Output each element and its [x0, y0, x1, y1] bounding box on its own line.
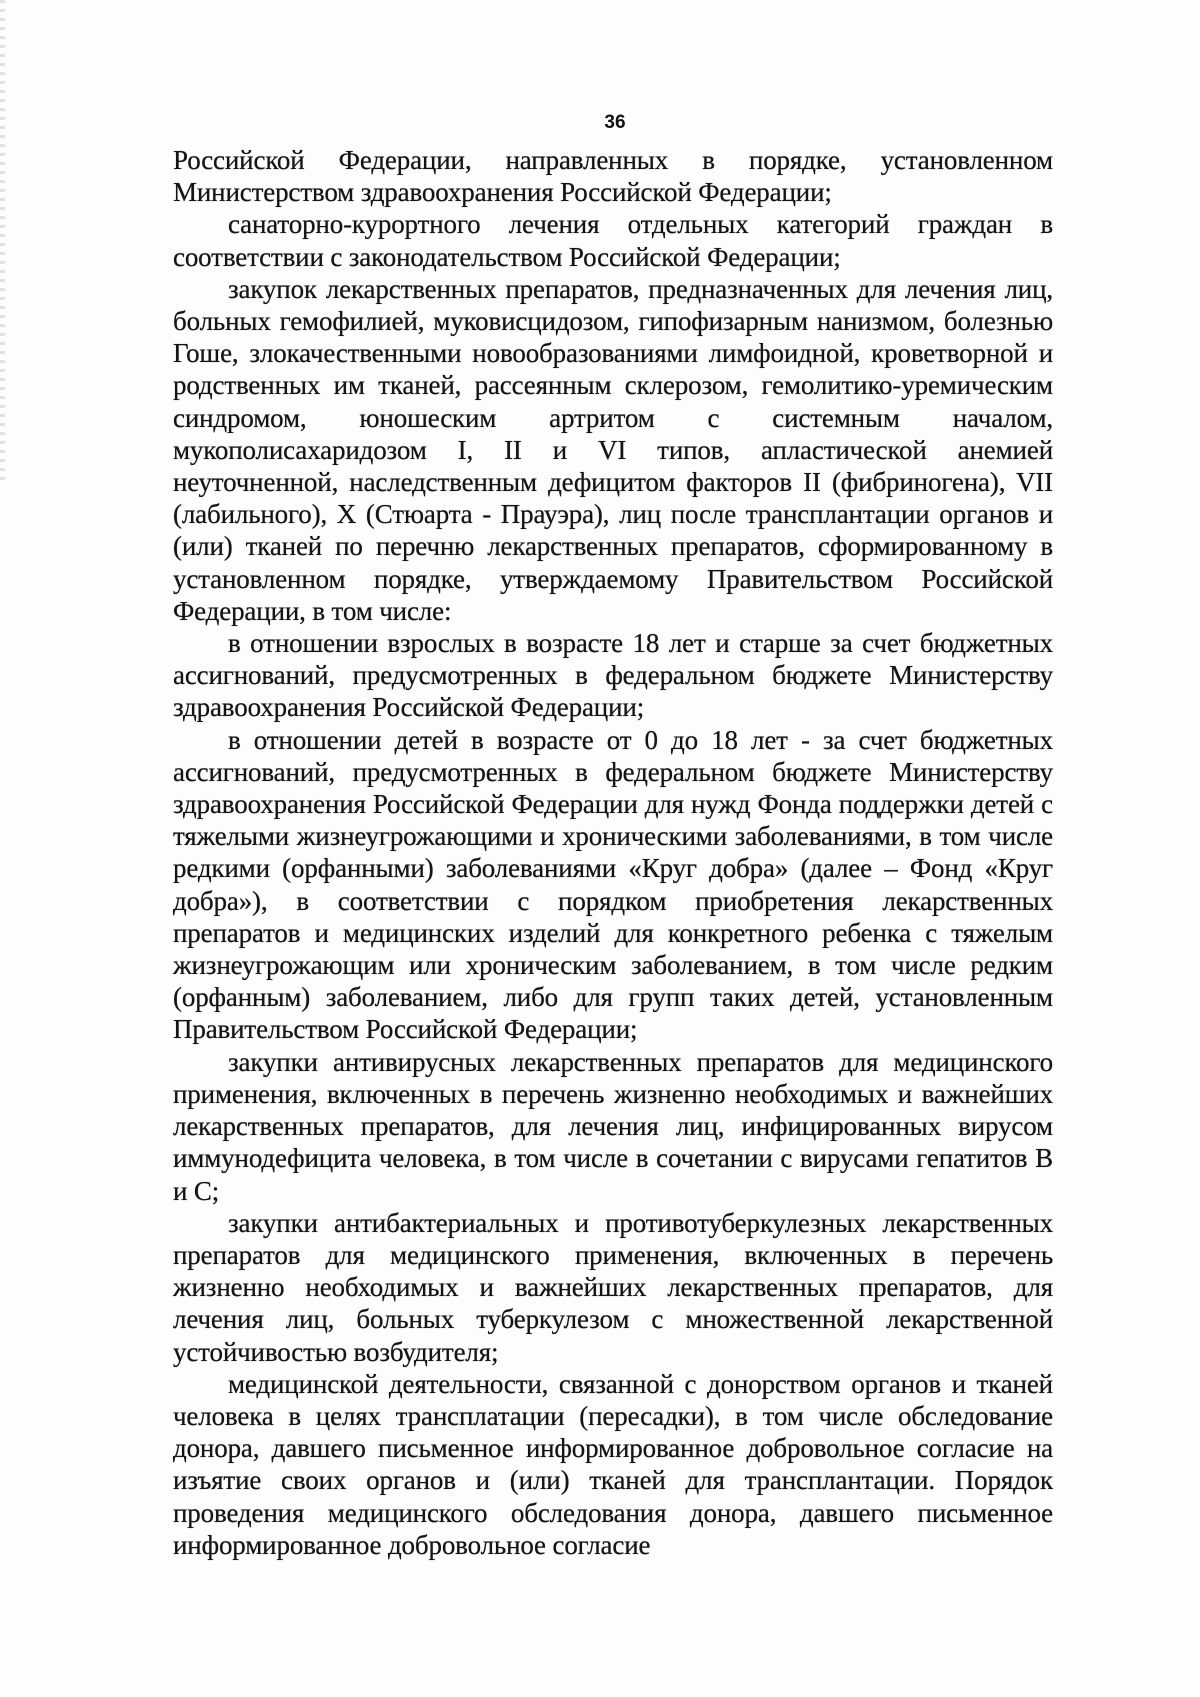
page-number: 36 — [604, 112, 626, 133]
paragraph: медицинской деятельности, связанной с донорством органов и тканей человека в целях трансплатации (пересадки), в том числе обследование донора, давшего письменное информированное добровольное согласие на изъятие своих органов и (или) тканей для трансплантации. Порядок проведения медицинского обследования донора, давшего письменное информированное добровольное согласие — [173, 1368, 1053, 1560]
paragraph: в отношении взрослых в возрасте 18 лет и старше за счет бюджетных ассигнований, предусмотренных в федеральном бюджете Министерству здравоохранения Российской Федерации; — [173, 628, 1053, 723]
scan-edge-artifact — [0, 0, 5, 480]
paragraph: закупки антибактериальных и противотуберкулезных лекарственных препаратов для медицинского применения, включенных в перечень жизненно необходимых и важнейших лекарственных препаратов, для лечения лиц, больных туберкулезом с множественной лекарственной устойчивостью возбудителя; — [173, 1207, 1053, 1367]
paragraph: санаторно-курортного лечения отдельных категорий граждан в соответствии с законодательством Российской Федерации; — [173, 209, 1053, 272]
paragraph: в отношении детей в возрасте от 0 до 18 лет - за счет бюджетных ассигнований, предусмотренных в федеральном бюджете Министерству здравоохранения Российской Федерации для нужд Фонда поддержки детей с тяжелыми жизнеугрожающими и хроническими заболеваниями, в том числе редкими (орфанными) заболеваниями «Круг добра» (далее – Фонд «Круг добра»), в соответствии с порядком приобретения лекарственных препаратов и медицинских изделий для конкретного ребенка с тяжелым жизнеугрожающим или хроническим заболеванием, в том числе редким (орфанным) заболеванием, либо для групп таких детей, установленным Правительством Российской Федерации; — [173, 724, 1053, 1045]
paragraph: закупки антивирусных лекарственных препаратов для медицинского применения, включенных в перечень жизненно необходимых и важнейших лекарственных препаратов, для лечения лиц, инфицированных вирусом иммунодефицита человека, в том числе в сочетании с вирусами гепатитов B и C; — [173, 1046, 1053, 1206]
body-text — [173, 144, 1053, 1561]
paragraph-continuation: Российской Федерации, направленных в порядке, установленном Министерством здравоохранения Российской Федерации; — [173, 145, 1053, 208]
paragraph: закупок лекарственных препаратов, предназначенных для лечения лиц, больных гемофилией, муковисцидозом, гипофизарным нанизмом, болезнью Гоше, злокачественными новообразованиями лимфоидной, кроветворной и родственных им тканей, рассеянным склерозом, гемолитико-уремическим синдромом, юношеским артритом с системным началом, мукополисахаридозом I, II и VI типов, апластической анемией неуточненной, наследственным дефицитом факторов II (фибриногена), VII (лабильного), X (Стюарта - Прауэра), лиц после трансплантации органов и (или) тканей по перечню лекарственных препаратов, сформированному в установленном порядке, утверждаемому Правительством Российской Федерации, в том числе: — [173, 273, 1053, 626]
